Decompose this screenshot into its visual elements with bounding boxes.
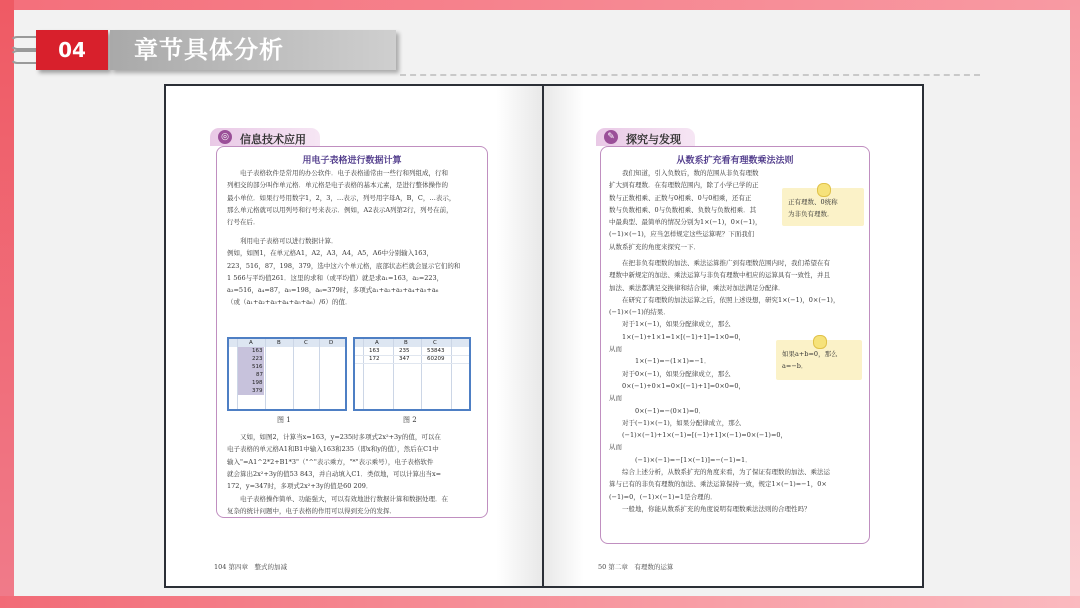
left-paragraph-3: 又如，如图2，计算当x=163，y=235时多项式2x²+3y的值，可以在 电子表格的单元格A1和B1中输入163和235（即x和y的值），然后在C1中 输入"=A1^2*2+B1*3"（"^"表示乘方，"*"表示乘号），电子表格软件 就会算出2x²+3y的值53 843，并自动填入C1．类似地，可以计算出当x= 172，y=347时，多项式2x²+3y的值是60 209．	[227, 433, 442, 491]
figure-2-caption: 图 2	[403, 416, 417, 424]
spreadsheet-figure-2: A B C 163 235 53843 172 347 60209	[353, 337, 471, 411]
left-paragraph-1: 电子表格软件是常用的办公软件．电子表格通常由一些行和列组成，行和 列相交的部分叫作单元格．单元格是电子表格的基本元素，是进行整体操作的 最小单位．如果行号用数字1，2，3，…表示，列号用字母A，B，C，…表示， 那么单元格就可以用列号和行号来表示．例如，A2表示A列第2行，列号在前， 行号在后．	[227, 169, 456, 227]
spreadsheet-figure-1: A B C D 163 223 516 87 198 379	[227, 337, 347, 411]
left-page	[166, 86, 542, 586]
left-tag-label: 信息技术应用	[240, 133, 306, 146]
right-page	[544, 86, 922, 586]
right-page-footer: 50 第二章 有理数的运算	[598, 563, 674, 571]
textbook-spread	[164, 84, 924, 588]
figure-1-caption: 图 1	[277, 416, 291, 424]
side-note-2: 如果a+b=0，那么 a=−b．	[776, 340, 862, 380]
left-section-tag	[210, 128, 320, 146]
right-tag-label: 探究与发现	[626, 133, 681, 146]
pushpin-icon	[813, 335, 827, 349]
left-box-title: 用电子表格进行数据计算	[302, 156, 402, 166]
section-title: 章节具体分析	[134, 36, 284, 64]
right-box-title: 从数系扩充看有理数乘法法则	[676, 156, 794, 166]
section-title-bar	[110, 30, 396, 70]
frame-right-border	[1070, 0, 1080, 608]
section-number-badge	[36, 30, 108, 70]
frame-bottom-border	[0, 596, 1080, 608]
section-number: 04	[58, 38, 86, 62]
left-paragraph-4: 电子表格操作简单、功能强大，可以有效地进行数据计算和数据处理．在 复杂的统计问题中，电子表格的作用可以得到充分的发挥．	[227, 495, 448, 516]
frame-left-border	[0, 0, 14, 608]
left-paragraph-2: 利用电子表格可以进行数据计算． 例如，如图1，在单元格A1，A2，A3，A4，A5，A6中分别输入163， 223，516，87，198，379，选中这六个单元格，底部状态栏就会显示它们的和 1 566与平均值261．这里的求和（或平均值）就是求a₁=163，a₂=223， a₃=516，a₄=87，a₅=198，a₆=379时，多项式a₁+a₂+a₃+a₄+a₅+a₆ （或（a₁+a₂+a₃+a₄+a₅+a₆）/6）的值．	[227, 237, 461, 307]
side-note-1: 正有理数、0统称 为非负有理数．	[782, 188, 864, 226]
left-page-footer: 104 第四章 整式的加减	[214, 563, 287, 571]
frame-top-border	[0, 0, 1080, 10]
header-divider	[400, 74, 980, 76]
info-tech-icon: ◎	[218, 130, 232, 144]
info-tech-box	[216, 146, 488, 518]
right-paragraph-1: 我们知道，引入负数后，数的范围从非负有理数 扩大到有理数．在有理数范围内，除了小学已学的正 数与正数相乘、正数与0相乘、0与0相乘，还有正 数与负数相乘、0与负数相乘、负数与负数相乘．其 中最典型、最简单的情况分别为1×(−1)，0×(−1)， (−1)×(−1)，应当怎样规定这些运算呢？下面我们 从数系扩充的角度来探究一下．	[609, 169, 762, 251]
right-section-tag	[596, 128, 695, 146]
pushpin-icon	[817, 183, 831, 197]
right-paragraph-2: 在把非负有理数的加法、乘法运算推广到有理数范围内时，我们希望在有 理数中新规定的加法、乘法运算与非负有理数中相应的运算具有一致性，并且 加法、乘法都满足交换律和结合律，乘法对加法满足分配律． 在研究了有理数的加法运算之后，依照上述设想，研究1×(−1)，0×(−1)， (−1)×(−1)的结果． 对于1×(−1)，如果分配律成立，那么 1×(−1)+1×1=1×[(−1)+1]=1×0=0， 从而 1×(−1)=−(1×1)=−1． 对于0×(−1)，如果分配律成立，那么 0×(−1)+0×1=0×[(−1)+1]=0×0=0， 从而 0×(−1)=−(0×1)=0． 对于(−1)×(−1)，如果分配律成立，那么 (−1)×(−1)+1×(−1)=[(−1)+1]×(−1)=0×(−1)=0， 从而 (−1)×(−1)=−[1×(−1)]=−(−1)=1． 综合上述分析，从数系扩充的角度来看，为了保证有理数的加法、乘法运 算与已有的非负有理数的加法、乘法运算保持一致，规定1×(−1)=−1，0× (−1)=0，(−1)×(−1)=1是合理的． 一般地，你能从数系扩充的角度说明有理数乘法法则的合理性吗？	[609, 259, 840, 513]
explore-icon: ✎	[604, 130, 618, 144]
